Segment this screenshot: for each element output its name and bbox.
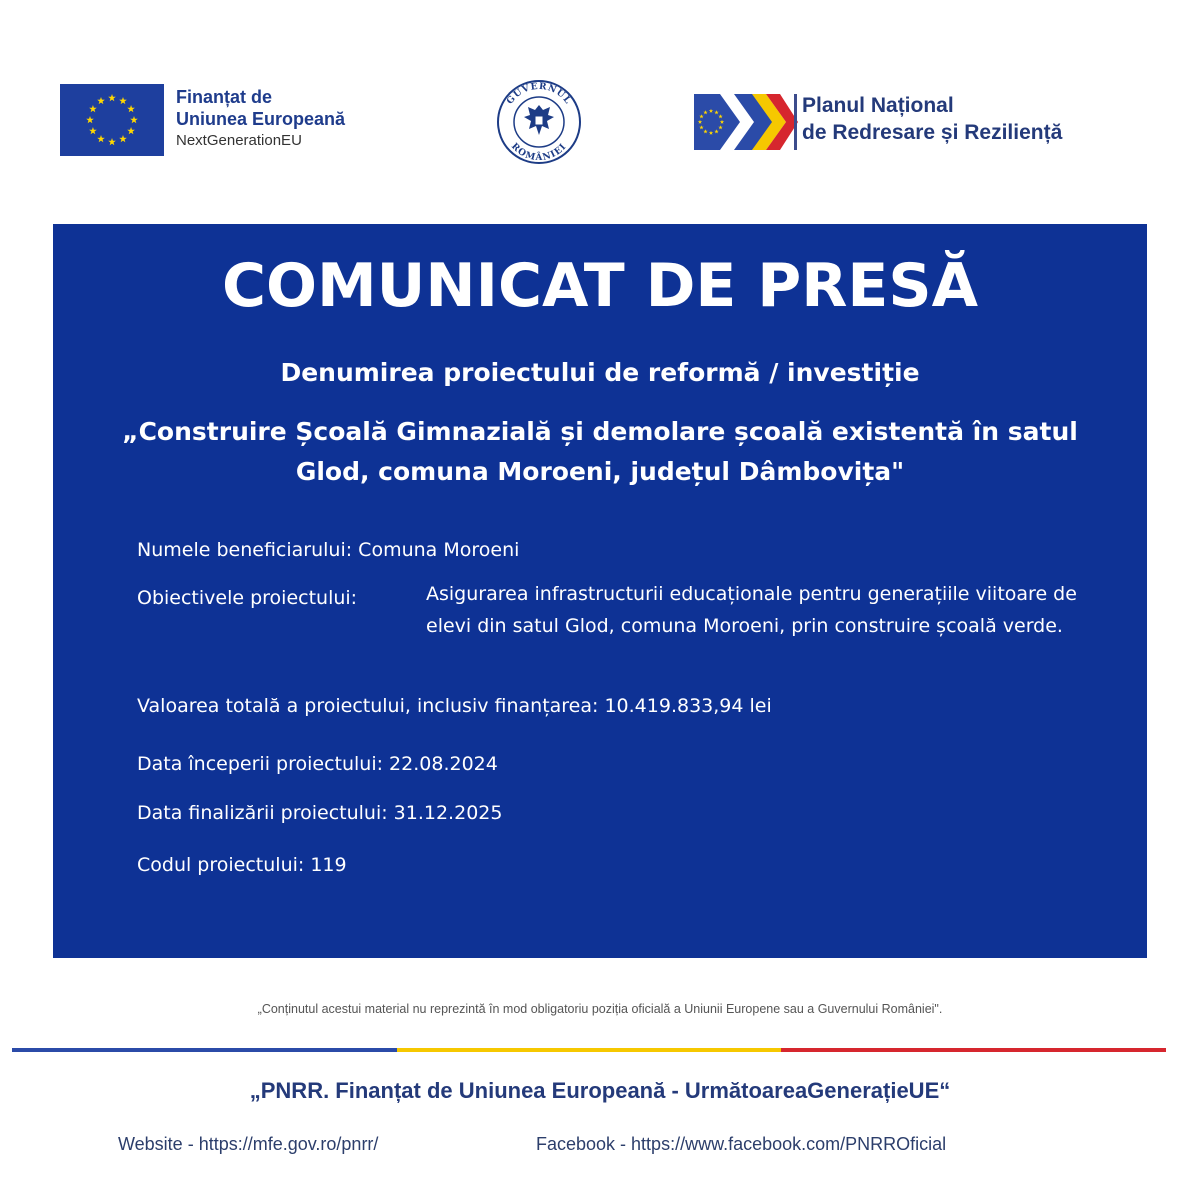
press-release-title: COMUNICAT DE PRESĂ — [221, 251, 979, 321]
pnrr-arrows-icon — [694, 90, 798, 158]
eu-logo-line2: Uniunea Europeană — [176, 109, 346, 129]
eu-star-icon — [130, 116, 138, 123]
project-code-text: Codul proiectului: 119 — [137, 854, 347, 876]
eu-logo-line1: Finanțat de — [176, 87, 273, 107]
project-name: „Construire Școală Gimnazială și demolare școală existentă în satul Glod, comuna Moroeni, județul Dâmbovița" — [122, 417, 1078, 486]
end-date-text: Data finalizării proiectului: 31.12.2025 — [137, 802, 503, 824]
eu-funding-logo — [60, 84, 400, 158]
eu-star-icon — [89, 105, 97, 112]
beneficiary-text: Numele beneficiarului: Comuna Moroeni — [137, 539, 520, 561]
eu-star-icon — [127, 105, 135, 112]
objectives-value: Asigurarea infrastructurii educaționale pentru generațiile viitoare de elevi din satul Glod, comuna Moroeni, prin construire școală verde. — [426, 583, 1077, 637]
press-release-panel — [53, 224, 1147, 958]
start-date-text: Data începerii proiectului: 22.08.2024 — [137, 753, 498, 775]
eu-star-icon — [97, 97, 105, 104]
eu-star-icon — [86, 116, 94, 123]
eu-logo-line3: NextGenerationEU — [176, 132, 302, 149]
pnrr-divider — [794, 94, 797, 150]
svg-text:ROMÂNIEI: ROMÂNIEI — [508, 141, 570, 164]
pnrr-logo — [694, 90, 1144, 154]
eu-star-icon — [89, 127, 97, 134]
website-link[interactable]: Website - https://mfe.gov.ro/pnrr/ — [118, 1134, 379, 1154]
eu-star-icon — [127, 127, 135, 134]
eu-star-icon — [108, 94, 116, 101]
facebook-link[interactable]: Facebook - https://www.facebook.com/PNRROficial — [536, 1134, 947, 1154]
eu-flag-icon — [60, 84, 164, 156]
eu-star-icon — [119, 97, 127, 104]
guvernul-romaniei-seal-icon — [490, 79, 588, 165]
total-value-text: Valoarea totală a proiectului, inclusiv finanțarea: 10.419.833,94 lei — [137, 695, 772, 717]
pnrr-logo-line1: Planul Național — [802, 94, 954, 117]
pnrr-logo-line2: de Redresare și Reziliență — [802, 121, 1063, 144]
svg-text:GUVERNUL: GUVERNUL — [505, 81, 573, 107]
eu-star-icon — [108, 138, 116, 145]
eu-star-icon — [119, 135, 127, 142]
tricolor-divider — [12, 1048, 1166, 1052]
eu-star-icon — [97, 135, 105, 142]
objectives-label: Obiectivele proiectului: — [137, 587, 358, 609]
pnrr-tagline: „PNRR. Finanțat de Uniunea Europeană - UrmătoareaGenerațieUE“ — [249, 1078, 951, 1103]
disclaimer-text: „Conținutul acestui material nu reprezintă în mod obligatoriu poziția oficială a Uniunii Europene sau a Guvernului României". — [257, 1002, 943, 1016]
project-type-subtitle: Denumirea proiectului de reformă / investiție — [280, 358, 920, 387]
